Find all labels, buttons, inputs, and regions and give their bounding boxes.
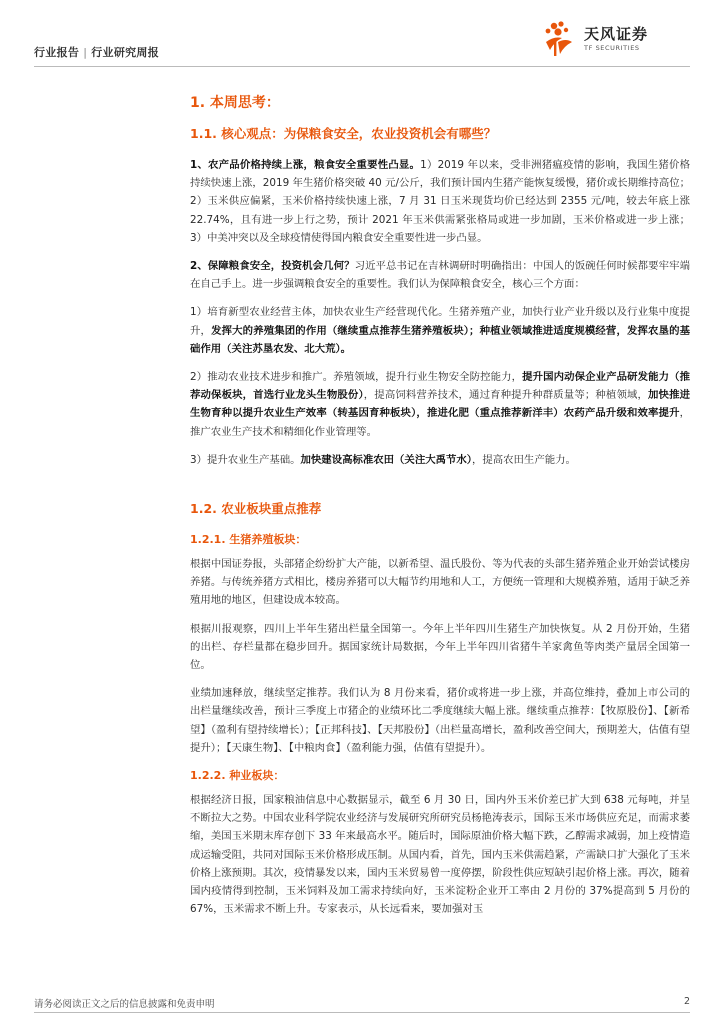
tf-logo-icon [540, 20, 580, 60]
page-header [34, 0, 690, 66]
paragraph-5-body-b: ，提高农田生产能力。 [471, 453, 576, 466]
subsection-title-hog-farming: 1.2.1. 生猪养殖板块： [190, 533, 307, 547]
hog-paragraph-2: 根据川报观察，四川上半年生猪出栏量全国第一。今年上半年四川生猪生产加快恢复。从 2 月份开始，生猪的出栏、存栏量都在稳步回升。据国家统计局数据，今年上半年四川省猪牛羊家禽鱼等肉类产量居全国第一位。 [190, 622, 690, 672]
paragraph-4-body-b: ，提高饲料营养技术，通过育种提升种群质量等；种植领域， [363, 389, 649, 402]
paragraph-5-body-a: 3）提升农业生产基础。 [190, 453, 301, 466]
company-logo [540, 20, 690, 60]
hog-paragraph-1: 根据中国证券报，头部猪企纷纷扩大产能，以新希望、温氏股份、等为代表的头部生猪养殖企业开始尝试楼房养猪。与传统养猪方式相比，楼房养猪可以大幅节约用地和人工，方便统一管理和大规模养殖，适用于缺乏养殖用地的地区，但建设成本较高。 [190, 558, 690, 607]
footer-divider [34, 1012, 690, 1013]
paragraph-4 [190, 368, 690, 441]
paragraph-5-emphasis: 加快建设高标准农田（关注大禹节水） [300, 453, 472, 466]
paragraph-3 [190, 303, 690, 358]
paragraph-4-body-a: 2）推动农业技术进步和推广。养殖领域，提升行业生物安全防控能力， [190, 371, 523, 384]
paragraph-1 [190, 156, 690, 247]
subsection-title-seed-industry: 1.2.2. 种业板块： [190, 769, 285, 783]
footer-disclaimer: 请务必阅读正文之后的信息披露和免责申明 [34, 999, 215, 1010]
hog-paragraph-3: 业绩加速释放，继续坚定推荐。我们认为 8 月份来看，猪价或将进一步上涨，并高位维持，叠加上市公司的出栏量继续改善，预计三季度上市猪企的业绩环比二季度继续大幅上涨。继续重点推荐：【牧原股份】、【新希望】（盈利有望持续增长）；【正邦科技】、【天邦股份】（出栏量高增长，盈利改善空间大，预期差大，估值有望提升）；【天康生物】、【中粮肉食】（盈利能力强，估值有望提升）。 [190, 687, 690, 754]
paragraph-2 [190, 257, 690, 293]
paragraph-3-body: 1）培育新型农业经营主体，加快农业生产经营现代化。生猪养殖产业，加快行业产业升级以及行业集中度提升， [190, 306, 690, 337]
header-separator: | [83, 46, 88, 59]
subsection-title-core-view: 1.1. 核心观点：为保粮食安全，农业投资机会有哪些？ [190, 126, 497, 141]
report-type: 行业报告 [34, 46, 80, 59]
paragraph-2-body: 习近平总书记在吉林调研时明确指出：中国人的饭碗任何时候都要牢牢端在自己手上。进一步强调粮食安全的重要性。我们认为保障粮食安全，核心三个方面： [190, 260, 690, 291]
seed-paragraph-1: 根据经济日报，国家粮油信息中心数据显示，截至 6 月 30 日，国内外玉米价差已扩大到 638 元每吨，并呈不断拉大之势。中国农业科学院农业经济与发展研究所研究员杨艳涛表示，国际玉米市场供应充足，而需求萎缩，美国玉米期末库存创下 33 年来最高水平。随后时，国际原油价格大幅下跌，乙醇需求减弱，加上疫情造成运输受阻，共同对国际玉米价格形成压制。从国内看，首先，国内玉米供需趋紧，产需缺口扩大强化了玉米价格上涨预期。其次，疫情暴发以来，国内玉米贸易曾一度停摆，阶段性供应短缺引起价格上涨。再次，随着国内疫情得到控制，玉米饲料及加工需求持续向好，玉米淀粉企业开工率由 2 月份的 37%提高到 5 月份的 67%，玉米需求不断上升。专家表示，从长远看来，要加强对玉 [190, 794, 690, 916]
paragraph-5 [190, 451, 690, 469]
paragraph-1-body: 1）2019 年以来，受非洲猪瘟疫情的影响，我国生猪价格持续快速上涨，2019 年生猪价格突破 40 元/公斤，我们预计国内生猪产能恢复缓慢，猪价或长期维持高位；2）玉米供应偏紧，玉米价格持续快速上涨，7 月 31 日玉米现货均价已经达到 2355 元/吨，较去年底上涨 22.74%，且有进一步上行之势，预计 2021 年玉米供需紧张格局或进一步加剧，玉米价格或进一步上涨；3）中美冲突以及全球疫情使得国内粮食安全重要性进一步凸显。 [190, 159, 691, 244]
report-subtype: 行业研究周报 [91, 46, 160, 59]
paragraph-4-body-c: ，推广农业生产技术和精细化作业管理等。 [190, 407, 690, 438]
page-number: 2 [683, 996, 690, 1007]
main-content [190, 82, 690, 929]
logo-chinese-name: 天风证券 [584, 25, 649, 43]
report-category [34, 44, 159, 60]
paragraph-1-lead: 1、农产品价格持续上涨，粮食安全重要性凸显。 [190, 159, 421, 171]
header-divider [34, 66, 690, 67]
paragraph-4-emphasis-b: 加快推进生物育种以提升农业生产效率（转基因育种板块），推进化肥（重点推荐新洋丰）农药产品升级和效率提升 [190, 389, 691, 420]
paragraph-2-lead: 2、保障粮食安全，投资机会几何？ [190, 260, 355, 273]
subsection-title-recommendations: 1.2. 农业板块重点推荐 [190, 501, 322, 517]
logo-english-name: TF SECURITIES [584, 44, 640, 52]
paragraph-3-emphasis: 发挥大的养殖集团的作用（继续重点推荐生猪养殖板块）；种植业领域推进适度规模经营，发挥农垦的基础作用（关注苏垦农发、北大荒）。 [190, 324, 691, 355]
paragraph-4-emphasis-a: 提升国内动保企业产品研发能力（推荐动保板块，首选行业龙头生物股份） [190, 371, 691, 402]
section-title: 1. 本周思考： [190, 95, 280, 111]
